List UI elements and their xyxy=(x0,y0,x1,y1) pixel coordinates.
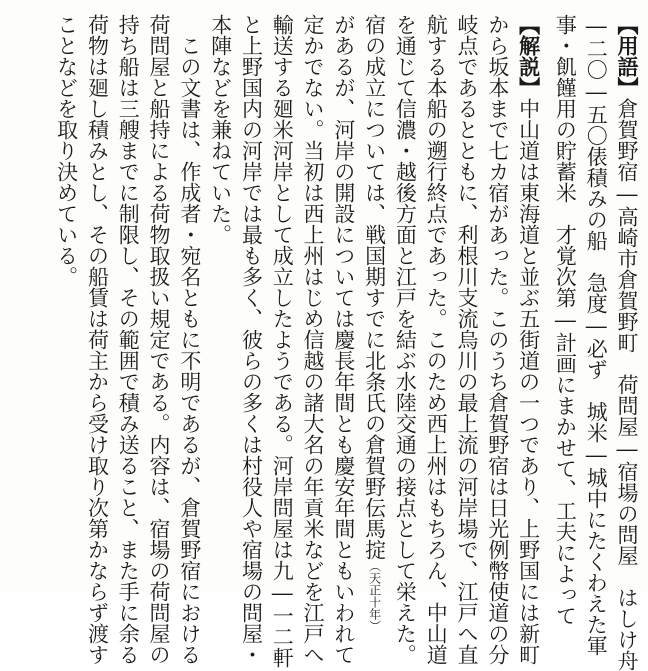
text-run: 航する本船の遡行終点であった。このため西上州はもちろん、中山道 xyxy=(424,14,449,665)
text-run: この文書は、作成者・宛名ともに不明であるが、倉賀野宿における xyxy=(177,14,202,665)
text-run: 持ち船は三艘までに制限し、その範囲で積み送ること、また手に余る xyxy=(116,14,141,665)
text-column xyxy=(580,14,611,656)
text-column xyxy=(143,14,174,665)
text-run: を通じて信濃・越後方面と江戸を結ぶ水陸交通の接点として栄えた。 xyxy=(393,14,418,665)
text-column xyxy=(482,14,513,665)
text-run: から坂本まで七カ宿があった。このうち倉賀野宿は日光例幣使道の分 xyxy=(485,14,510,665)
text-column xyxy=(611,14,642,671)
text-column xyxy=(51,14,82,586)
date-annotation: （天正十年） xyxy=(367,560,382,632)
text-column xyxy=(513,14,544,665)
text-run: 荷問屋と船持による荷物取扱い規定である。内容は、宿場の荷問屋の xyxy=(147,14,172,665)
text-column xyxy=(82,14,113,665)
text-column xyxy=(266,14,297,668)
text-run: 倉賀野宿―高崎市倉賀野町 荷問屋―宿場の問屋 はしけ舟 xyxy=(615,98,639,671)
section-heading: 【用語】 xyxy=(615,14,639,98)
text-column xyxy=(112,14,143,665)
text-run: 事・飢饉用の貯蓄米 才覚次第―計画にまかせて、工夫によって xyxy=(553,14,578,626)
text-run: があるが、河岸の開設については慶長年間とも慶安年間ともいわれて xyxy=(331,14,356,665)
text-column xyxy=(174,14,205,665)
text-run: ―二〇―五〇俵積みの船 急度―必ず 城米―城中にたくわえた軍 xyxy=(584,14,609,656)
text-column xyxy=(390,14,421,665)
text-column xyxy=(328,14,359,665)
text-run: 中山道は東海道と並ぶ五街道の一つであり、上野国には新町 xyxy=(516,98,541,665)
text-column xyxy=(297,14,328,665)
text-run: 本陣などを兼ねていた。 xyxy=(208,14,233,245)
text-run: 輸送する廻米河岸として成立したようである。河岸問屋は九―一二軒 xyxy=(270,14,295,668)
text-run: 荷物は廻し積みとし、その船賃は荷主から受け取り次第かならず渡す xyxy=(85,14,110,665)
text-column xyxy=(236,14,267,665)
vertical-text-body xyxy=(51,14,642,671)
section-heading: 【解説】 xyxy=(516,14,541,98)
text-column xyxy=(420,14,451,665)
text-column xyxy=(205,14,236,586)
text-run: 岐点であるとともに、利根川支流烏川の最上流の河岸場で、江戸へ直 xyxy=(455,14,480,665)
text-run: と上野国内の河岸では最も多く、彼らの多くは村役人や宿場の問屋・ xyxy=(239,14,264,665)
text-run: 宿の成立については、戦国期すでに北条氏の倉賀野伝馬掟 xyxy=(362,14,387,560)
text-column xyxy=(451,14,482,665)
text-run: ことなどを取り決めている。 xyxy=(54,14,79,287)
text-run: 定かでない。当初は西上州はじめ信越の諸大名の年貢米などを江戸へ xyxy=(301,14,326,665)
text-column xyxy=(550,14,581,626)
text-column xyxy=(359,14,390,632)
